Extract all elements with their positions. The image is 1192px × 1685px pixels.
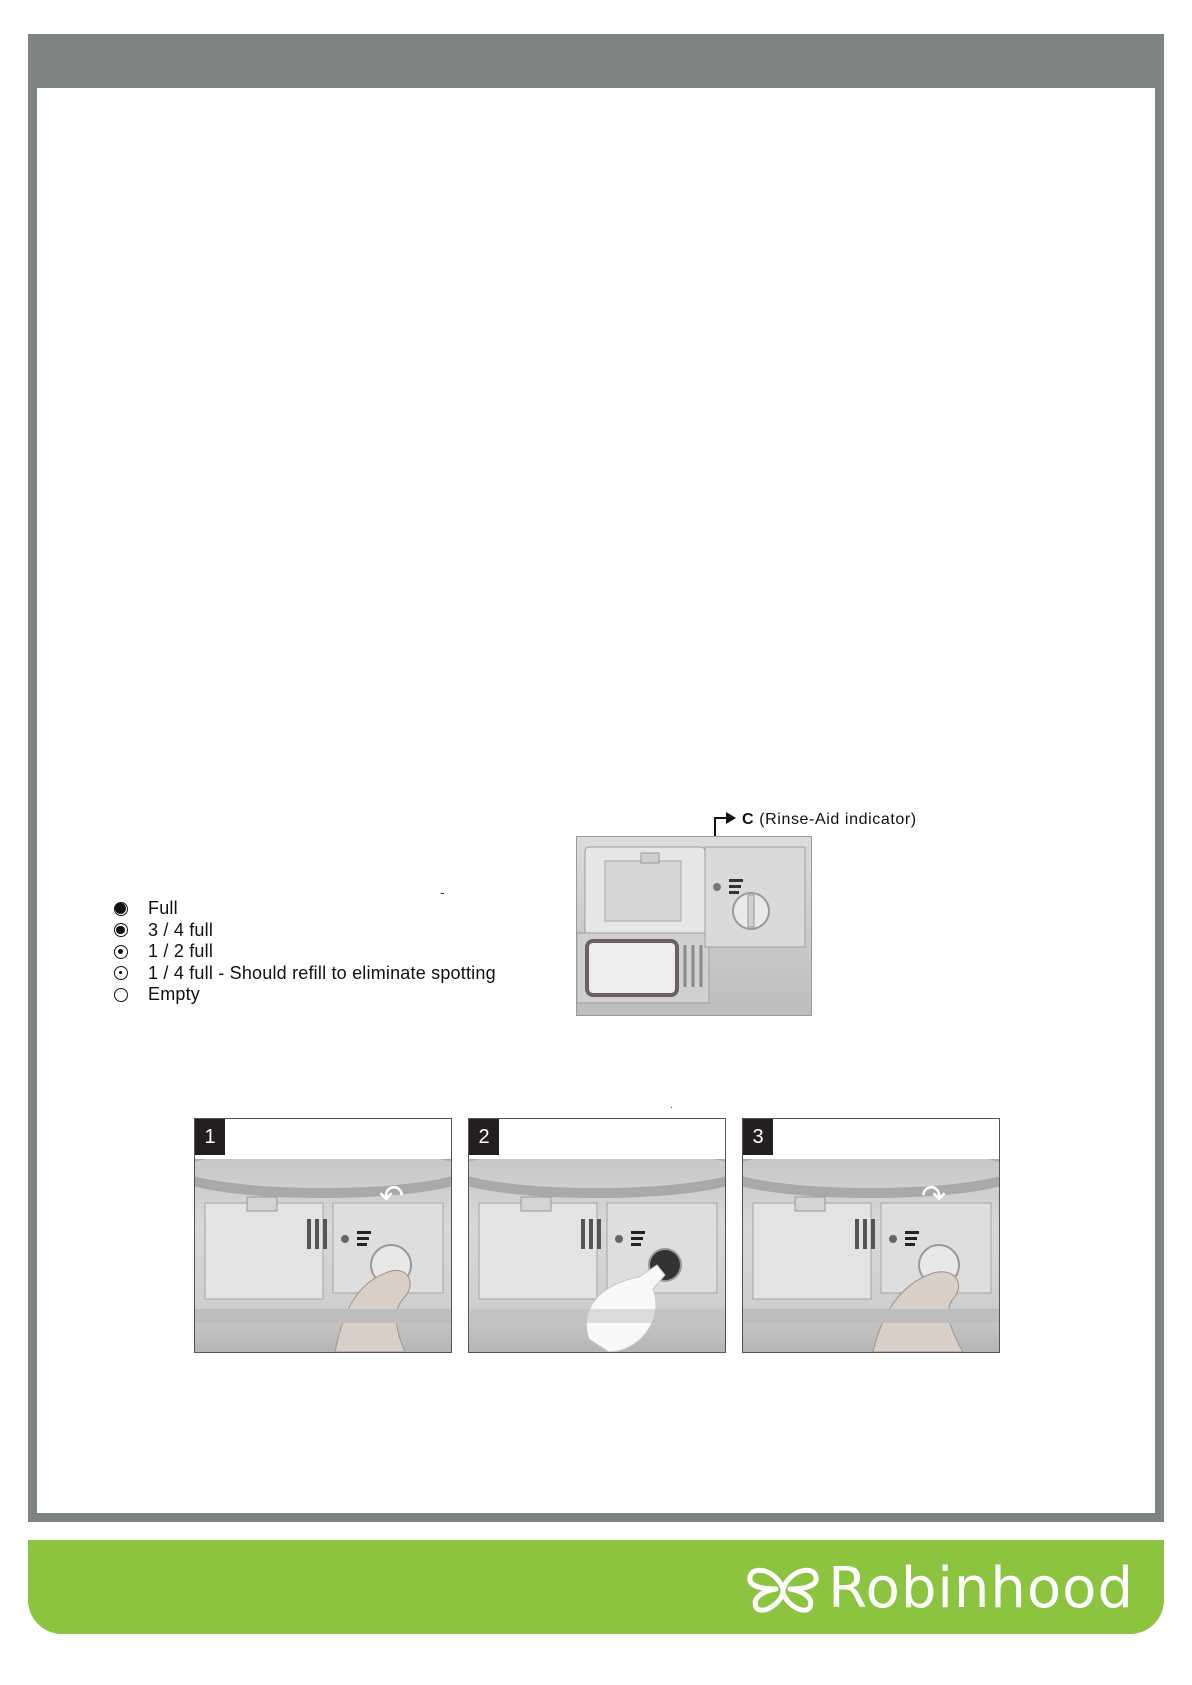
legend-item-half	[114, 941, 496, 963]
rotate-left-icon: ↶	[379, 1180, 405, 1213]
step-3-photo	[743, 1159, 999, 1352]
rotate-right-icon: ↷	[921, 1180, 947, 1213]
step-1-panel	[194, 1118, 452, 1353]
level-full-icon	[114, 902, 128, 916]
step-number-badge: 3	[743, 1119, 773, 1155]
legend-item-empty	[114, 984, 496, 1006]
level-quarter-icon	[114, 966, 128, 980]
step-1-photo	[195, 1159, 451, 1352]
legend-label: Full	[148, 898, 178, 919]
dispenser-photo	[576, 836, 812, 1016]
legend-label: 1 / 2 full	[148, 941, 214, 962]
footer-bar	[28, 1540, 1164, 1634]
step-1-illustration	[195, 1159, 451, 1352]
level-empty-icon	[114, 988, 128, 1002]
brand-logo	[746, 1556, 1134, 1621]
butterfly-logo-icon	[746, 1563, 820, 1615]
legend-label: Empty	[148, 984, 201, 1005]
legend-label: 1 / 4 full - Should refill to eliminate spotting	[148, 962, 496, 983]
legend-item-quarter	[114, 963, 496, 985]
legend-item-three-quarter	[114, 920, 496, 942]
callout-label: (Rinse-Aid indicator)	[759, 811, 917, 828]
callout-arrow-icon	[726, 812, 736, 824]
step-3-panel	[742, 1118, 1000, 1353]
rinse-aid-indicator-callout	[742, 811, 917, 829]
step-number-badge: 2	[469, 1119, 499, 1155]
step-3-illustration	[743, 1159, 999, 1352]
stray-dot: .	[670, 1100, 673, 1111]
brand-name: Robinhood	[828, 1556, 1134, 1621]
dispenser-illustration	[577, 837, 812, 1016]
level-three-quarter-icon	[114, 923, 128, 937]
legend-item-full	[114, 898, 496, 920]
legend-label: 3 / 4 full	[148, 919, 214, 940]
step-2-illustration	[469, 1159, 725, 1352]
step-2-panel	[468, 1118, 726, 1353]
step-2-photo	[469, 1159, 725, 1352]
callout-letter: C	[742, 811, 755, 828]
rinse-aid-level-legend	[114, 898, 496, 1006]
step-number-badge: 1	[195, 1119, 225, 1155]
stray-dash: -	[440, 884, 445, 900]
level-half-icon	[114, 945, 128, 959]
